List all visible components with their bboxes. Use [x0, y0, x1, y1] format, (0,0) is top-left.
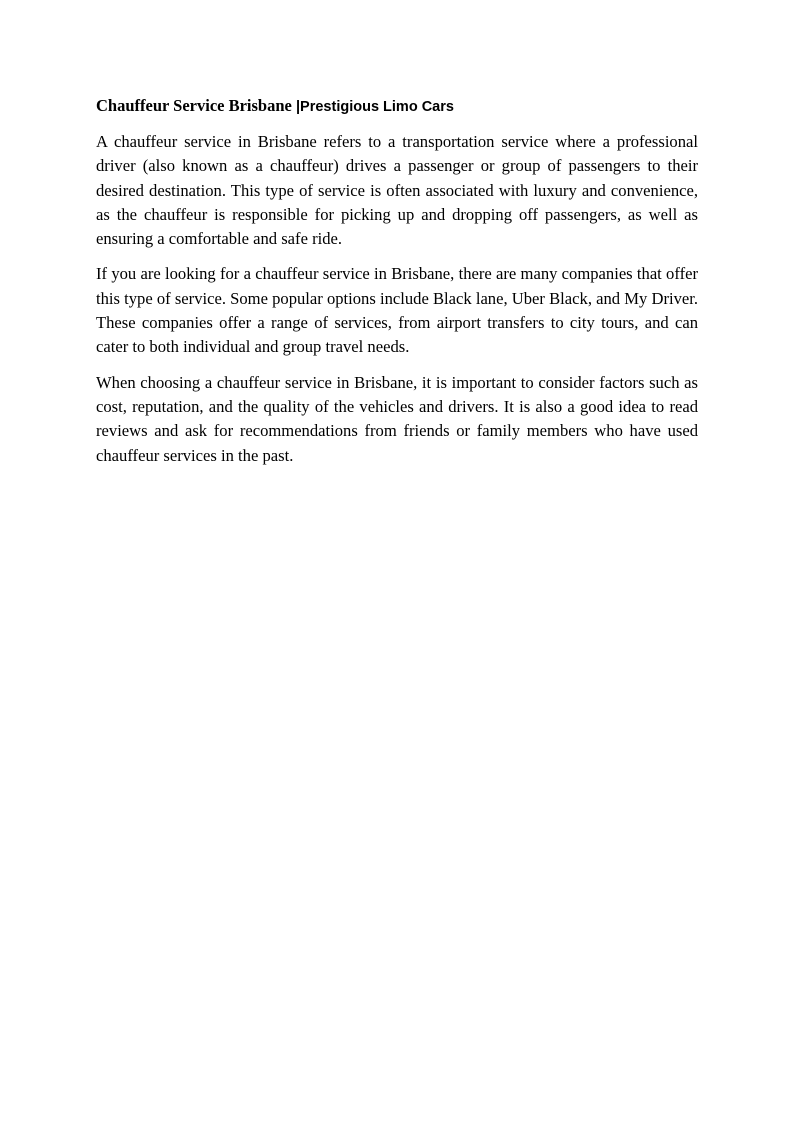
paragraph-options: If you are looking for a chauffeur service in Brisbane, there are many companies that offer this type of service. Some popular options include Black lane, Uber Black, and My Driver. These companies offer a range of services, from airport transfers to city tours, and can cater to both individual and group travel needs.: [96, 264, 698, 357]
paragraph-intro: A chauffeur service in Brisbane refers to a transportation service where a professional driver (also known as a chauffeur) drives a passenger or group of passengers to their desired destination. This type of service is often associated with luxury and convenience, as the chauffeur is responsible for picking up and dropping off passengers, as well as ensuring a comfortable and safe ride.: [96, 132, 698, 249]
document-heading: [96, 94, 698, 119]
document-body: [96, 94, 698, 479]
heading-brand-text: |Prestigious Limo Cars: [295, 99, 454, 115]
paragraph-choosing: When choosing a chauffeur service in Brisbane, it is important to consider factors such as cost, reputation, and the quality of the vehicles and drivers. It is also a good idea to read reviews and ask for recommendations from friends or family members who have used chauffeur services in the past.: [96, 372, 698, 465]
heading-main-text: Chauffeur Service Brisbane: [96, 96, 296, 115]
